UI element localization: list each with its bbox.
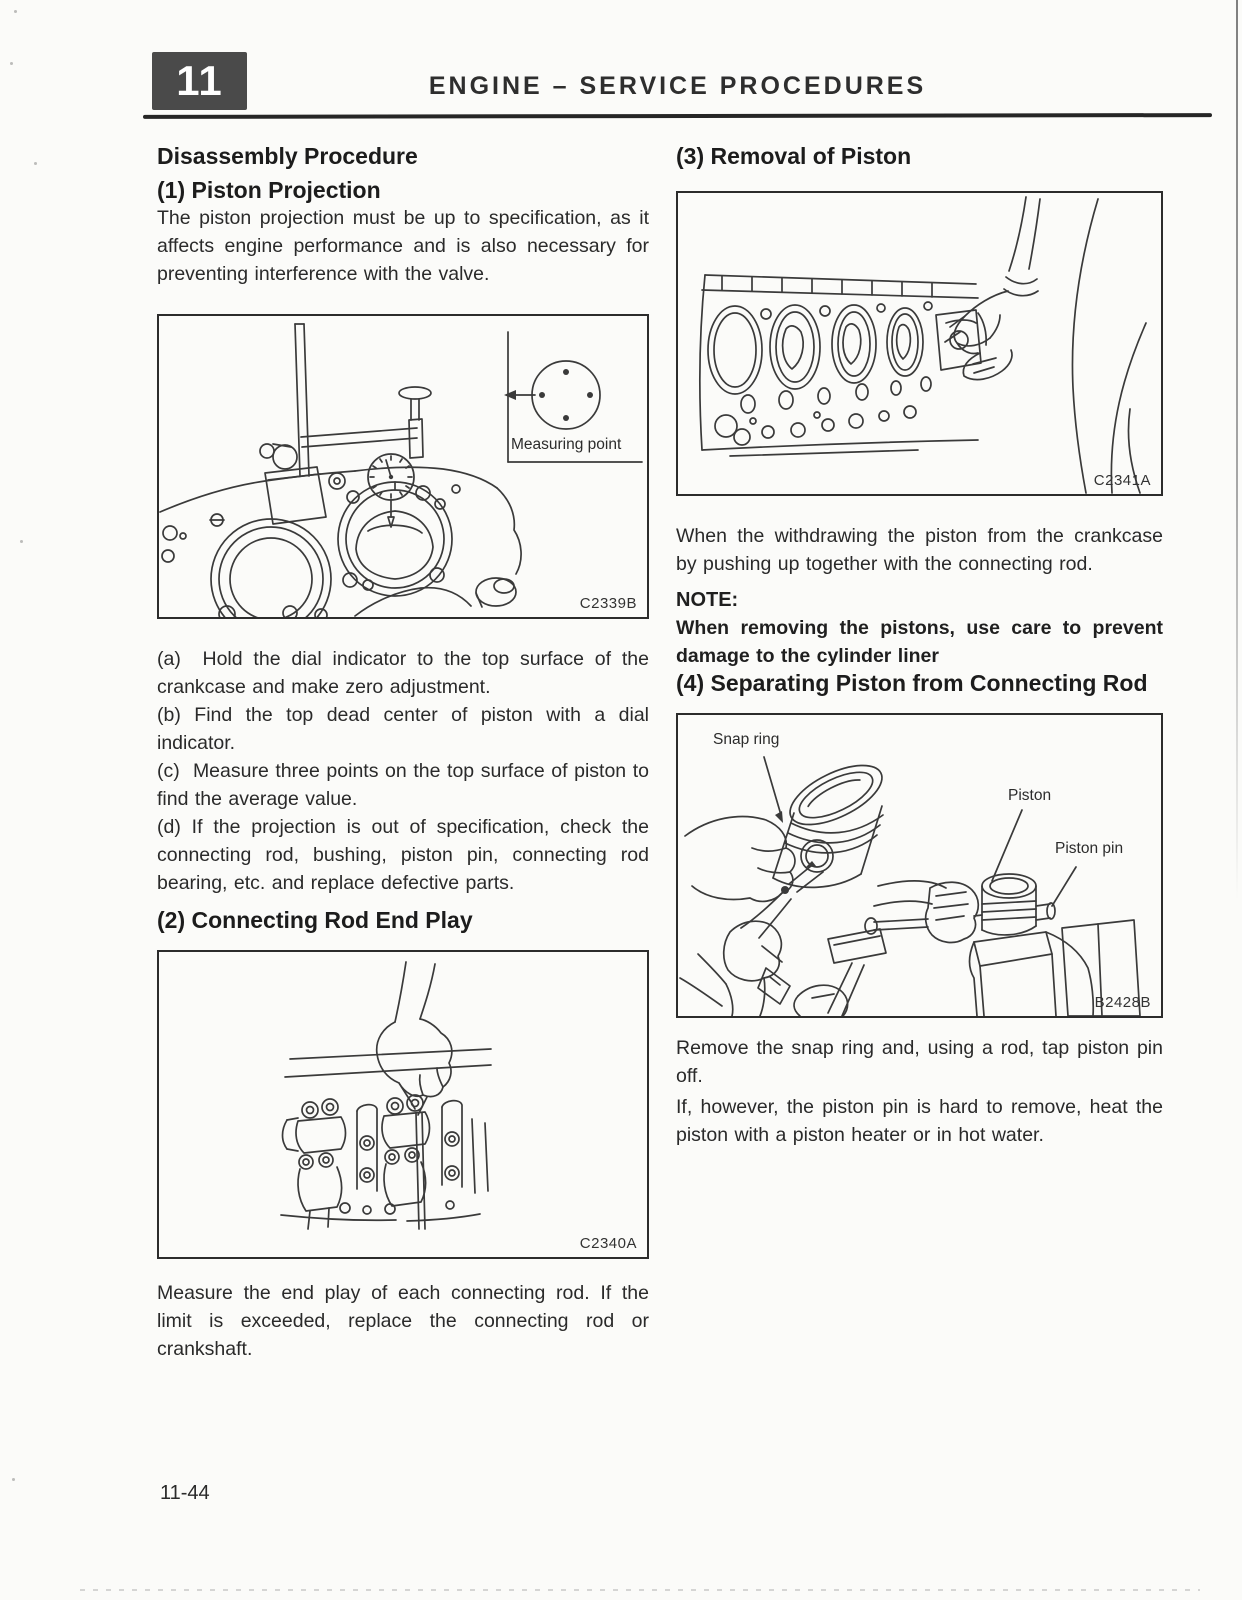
heading-piston-projection: (1) Piston Projection [157,177,381,203]
separating-piston-drawing [678,715,1161,1016]
left-column [157,143,649,1363]
scan-speck [14,10,17,13]
page-title: ENGINE – SERVICE PROCEDURES [428,72,927,100]
figure-code: B2428B [1094,994,1151,1011]
step-b [157,701,649,757]
note-label: NOTE: [676,589,739,611]
page-number: 11-44 [160,1482,210,1504]
piston-projection-drawing [159,316,647,617]
step-label: (d) [157,816,181,838]
snap-ring-label: Snap ring [713,731,780,748]
heading-separating-piston: (4) Separating Piston from Connecting Rod [676,670,1148,696]
step-label: (b) [157,704,181,726]
figure-connecting-rod-end-play [157,950,649,1259]
heading-removal-of-piston: (3) Removal of Piston [676,143,912,169]
step-label: (a) [157,648,181,670]
scan-bottom-specks [80,1589,1200,1591]
piston-removal-text: When the withdrawing the piston from the crankcase by pushing up together with the connecting rod. [676,525,1163,575]
piston-pin-label: Piston pin [1055,840,1124,857]
piston-label: Piston [1008,787,1052,804]
scan-speck [20,540,23,543]
end-play-drawing [159,952,647,1257]
chapter-number: 11 [176,57,223,104]
figure-piston-removal [676,191,1163,496]
figure-piston-projection [157,314,649,619]
piston-removal-drawing [678,193,1161,494]
right-column [676,143,1163,1363]
separating-piston-text-2: If, however, the piston pin is hard to remove, heat the piston with a piston heater or in hot water. [676,1096,1163,1146]
figure-code: C2339B [579,595,637,612]
measuring-point-label: Measuring point [511,436,622,453]
header-rule [143,113,1212,119]
figure-code: C2341A [1093,472,1151,489]
figure-separating-piston [676,713,1163,1018]
content-columns [157,143,1163,1363]
step-text: Find the top dead center of piston with a dial indicator. [157,704,649,754]
heading-connecting-rod-end-play: (2) Connecting Rod End Play [157,907,473,933]
scan-speck [12,1478,15,1481]
step-d [157,813,649,897]
figure-code: C2340A [579,1235,637,1252]
note-text: When removing the pistons, use care to prevent damage to the cylinder liner [676,617,1163,667]
piston-projection-steps [157,645,649,897]
step-text: Measure three points on the top surface of piston to find the average value. [157,760,649,810]
step-text: Hold the dial indicator to the top surface of the crankcase and make zero adjustment. [157,648,649,698]
separating-piston-text-1: Remove the snap ring and, using a rod, tap piston pin off. [676,1037,1163,1087]
step-label: (c) [157,760,180,782]
section-title: Disassembly Procedure [157,143,418,169]
step-a [157,645,649,701]
scan-edge-line [1236,0,1238,900]
scan-speck [34,162,37,165]
step-c [157,757,649,813]
step-text: If the projection is out of specification, check the connecting rod, bushing, piston pin, connecting rod bearing, etc. and replace defective parts. [157,816,649,894]
scan-speck [10,62,13,65]
piston-projection-intro: The piston projection must be up to specification, as it affects engine performance and is also necessary for preventing interference with the valve. [157,207,649,285]
end-play-text: Measure the end play of each connecting rod. If the limit is exceeded, replace the connecting rod or crankshaft. [157,1282,649,1360]
